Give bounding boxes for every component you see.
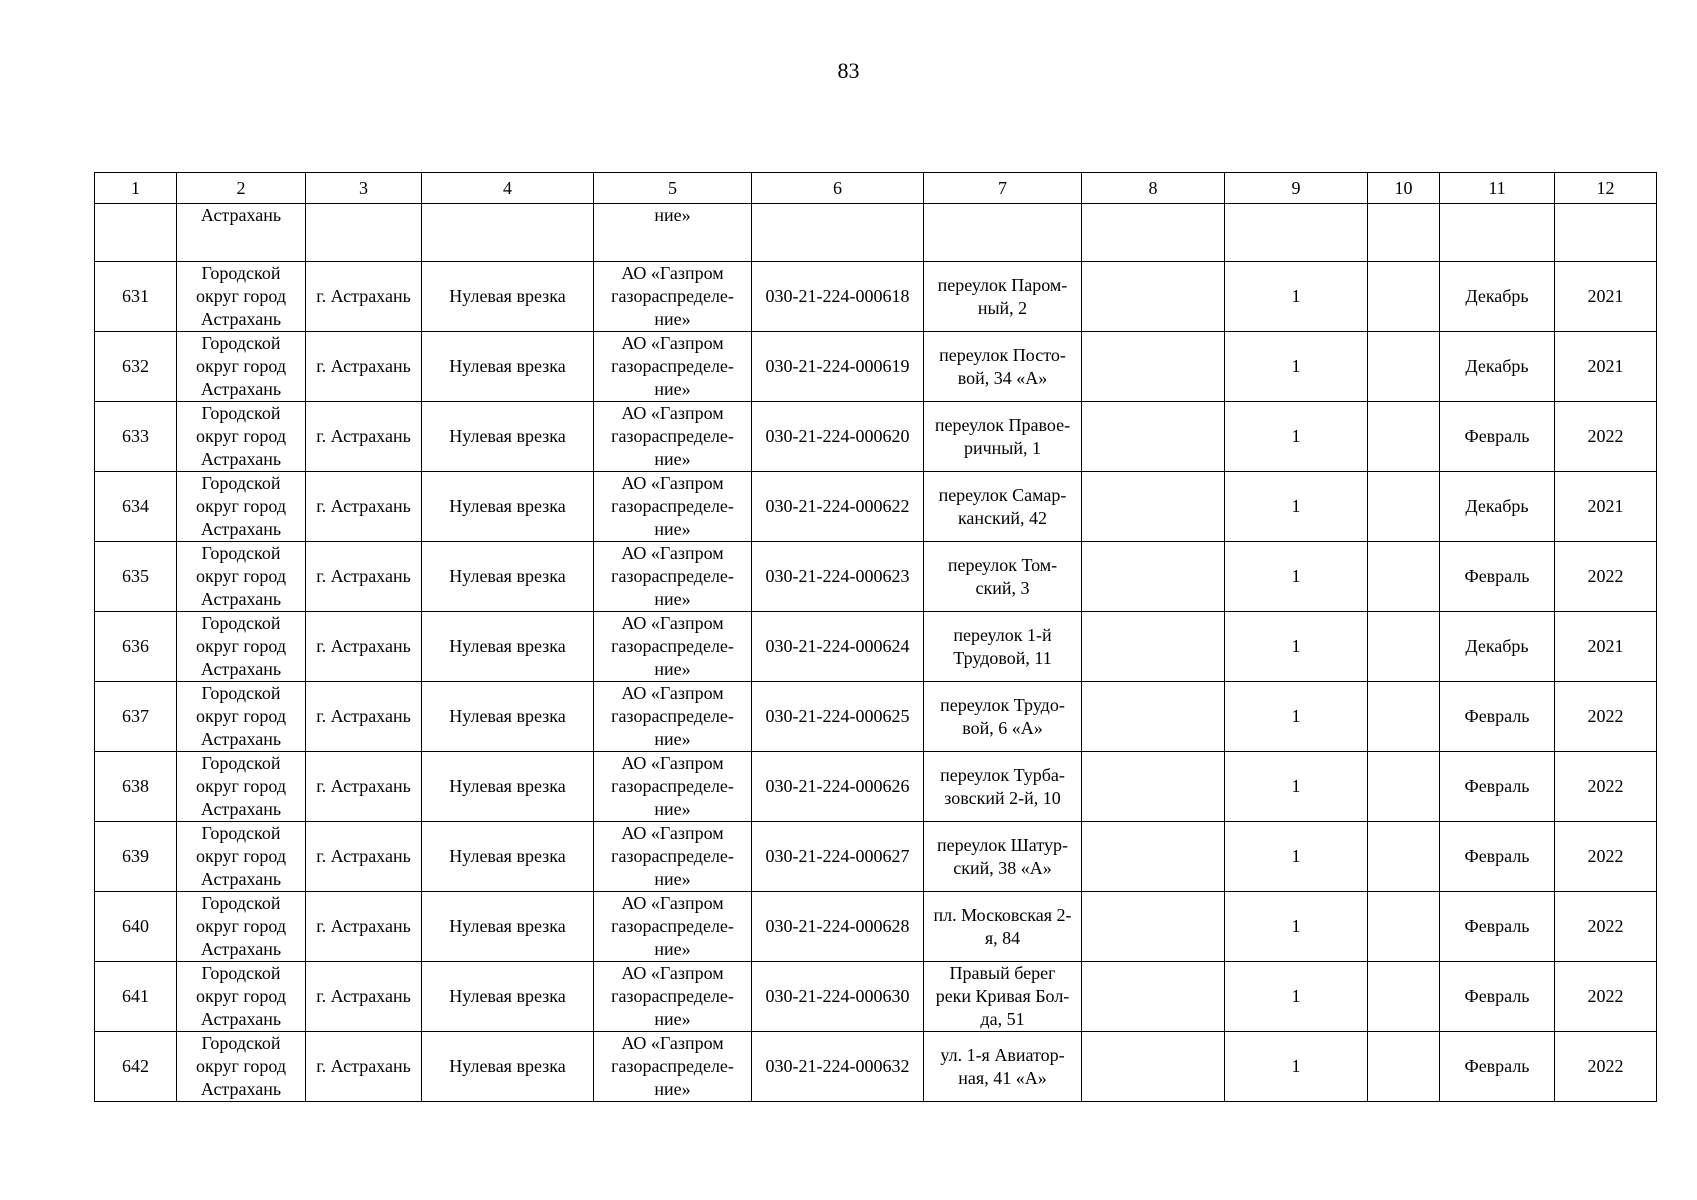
cell-address: переулок 1-й Трудовой, 11 (924, 612, 1082, 682)
cell-month: Февраль (1440, 822, 1555, 892)
cell-number: 635 (95, 542, 177, 612)
cell-column-10 (1368, 472, 1440, 542)
cell-organization: АО «Газпром газораспределе- ние» (594, 472, 752, 542)
cell-district: Городской округ город Астрахань (177, 1032, 306, 1102)
cell-organization: АО «Газпром газораспределе- ние» (594, 402, 752, 472)
cell-object-code: 030-21-224-000628 (752, 892, 924, 962)
cell-work-type: Нулевая врезка (422, 962, 594, 1032)
cell-year: 2022 (1555, 892, 1657, 962)
cell-month: Февраль (1440, 542, 1555, 612)
cell-work-type: Нулевая врезка (422, 472, 594, 542)
cell-district: Городской округ город Астрахань (177, 822, 306, 892)
cell-object-code: 030-21-224-000622 (752, 472, 924, 542)
cell-year: 2021 (1555, 262, 1657, 332)
data-table (94, 172, 1657, 1102)
cell-quantity: 1 (1225, 682, 1368, 752)
cell-column-8 (1082, 822, 1225, 892)
cell-year: 2022 (1555, 962, 1657, 1032)
column-header: 1 (95, 173, 177, 204)
cell-number: 631 (95, 262, 177, 332)
cell-object-code: 030-21-224-000627 (752, 822, 924, 892)
column-header: 6 (752, 173, 924, 204)
cell-column-10 (1368, 262, 1440, 332)
cell-organization: АО «Газпром газораспределе- ние» (594, 612, 752, 682)
cell-quantity: 1 (1225, 402, 1368, 472)
cell-column-10 (1368, 752, 1440, 822)
cell-column-10 (1368, 402, 1440, 472)
cell-object-code: 030-21-224-000619 (752, 332, 924, 402)
cell-work-type: Нулевая врезка (422, 682, 594, 752)
cell-work-type: Нулевая врезка (422, 752, 594, 822)
table-row (95, 262, 1657, 332)
column-header: 2 (177, 173, 306, 204)
cell-number: 640 (95, 892, 177, 962)
cell-column-8 (1082, 1032, 1225, 1102)
column-header: 7 (924, 173, 1082, 204)
cell-empty (752, 204, 924, 262)
table-row (95, 682, 1657, 752)
cell-address: Правый берег реки Кривая Бол- да, 51 (924, 962, 1082, 1032)
cell-column-10 (1368, 332, 1440, 402)
table-row (95, 892, 1657, 962)
column-header: 8 (1082, 173, 1225, 204)
column-header: 3 (306, 173, 422, 204)
cell-organization: АО «Газпром газораспределе- ние» (594, 752, 752, 822)
cell-month: Февраль (1440, 1032, 1555, 1102)
cell-quantity: 1 (1225, 822, 1368, 892)
cell-column-8 (1082, 892, 1225, 962)
cell-year: 2022 (1555, 1032, 1657, 1102)
cell-empty (1440, 204, 1555, 262)
cell-empty (422, 204, 594, 262)
cell-empty (924, 204, 1082, 262)
cell-district: Городской округ город Астрахань (177, 962, 306, 1032)
cell-quantity: 1 (1225, 612, 1368, 682)
cell-column-8 (1082, 472, 1225, 542)
cell-year: 2021 (1555, 332, 1657, 402)
cell-work-type: Нулевая врезка (422, 612, 594, 682)
column-header: 10 (1368, 173, 1440, 204)
cell-month: Февраль (1440, 752, 1555, 822)
cell-year: 2022 (1555, 822, 1657, 892)
table-row (95, 752, 1657, 822)
cell-month: Декабрь (1440, 332, 1555, 402)
table-header (95, 173, 1657, 204)
cell-district: Городской округ город Астрахань (177, 332, 306, 402)
cell-city: г. Астрахань (306, 262, 422, 332)
cell-district: Городской округ город Астрахань (177, 472, 306, 542)
column-header: 4 (422, 173, 594, 204)
cell-quantity: 1 (1225, 542, 1368, 612)
cell-number: 632 (95, 332, 177, 402)
cell-quantity: 1 (1225, 892, 1368, 962)
cell-month: Февраль (1440, 402, 1555, 472)
cell-organization: АО «Газпром газораспределе- ние» (594, 682, 752, 752)
cell-work-type: Нулевая врезка (422, 542, 594, 612)
cell-quantity: 1 (1225, 472, 1368, 542)
table-row (95, 962, 1657, 1032)
cell-month: Декабрь (1440, 472, 1555, 542)
cell-city: г. Астрахань (306, 472, 422, 542)
cell-quantity: 1 (1225, 752, 1368, 822)
table-row (95, 822, 1657, 892)
cell-object-code: 030-21-224-000632 (752, 1032, 924, 1102)
cell-organization: АО «Газпром газораспределе- ние» (594, 892, 752, 962)
cell-org-continued: ние» (594, 204, 752, 262)
cell-column-10 (1368, 1032, 1440, 1102)
table-row (95, 402, 1657, 472)
cell-column-8 (1082, 262, 1225, 332)
cell-city: г. Астрахань (306, 962, 422, 1032)
cell-district: Городской округ город Астрахань (177, 262, 306, 332)
cell-month: Февраль (1440, 682, 1555, 752)
cell-empty (1555, 204, 1657, 262)
cell-object-code: 030-21-224-000624 (752, 612, 924, 682)
cell-district: Городской округ город Астрахань (177, 892, 306, 962)
cell-month: Декабрь (1440, 262, 1555, 332)
cell-year: 2021 (1555, 612, 1657, 682)
cell-city: г. Астрахань (306, 822, 422, 892)
table-row (95, 332, 1657, 402)
cell-organization: АО «Газпром газораспределе- ние» (594, 822, 752, 892)
cell-empty (1082, 204, 1225, 262)
column-header: 5 (594, 173, 752, 204)
cell-address: переулок Правое- ричный, 1 (924, 402, 1082, 472)
cell-month: Февраль (1440, 962, 1555, 1032)
cell-column-8 (1082, 752, 1225, 822)
cell-address: переулок Посто- вой, 34 «А» (924, 332, 1082, 402)
cell-number: 637 (95, 682, 177, 752)
cell-address: переулок Турба- зовский 2-й, 10 (924, 752, 1082, 822)
cell-year: 2022 (1555, 542, 1657, 612)
column-header: 9 (1225, 173, 1368, 204)
cell-column-10 (1368, 612, 1440, 682)
cell-city: г. Астрахань (306, 752, 422, 822)
cell-column-10 (1368, 542, 1440, 612)
cell-city: г. Астрахань (306, 612, 422, 682)
column-number-row (95, 173, 1657, 204)
cell-object-code: 030-21-224-000625 (752, 682, 924, 752)
cell-city: г. Астрахань (306, 1032, 422, 1102)
cell-work-type: Нулевая врезка (422, 332, 594, 402)
cell-number: 633 (95, 402, 177, 472)
cell-district: Городской округ город Астрахань (177, 402, 306, 472)
cell-number: 634 (95, 472, 177, 542)
cell-object-code: 030-21-224-000618 (752, 262, 924, 332)
cell-quantity: 1 (1225, 332, 1368, 402)
cell-city: г. Астрахань (306, 682, 422, 752)
cell-year: 2022 (1555, 682, 1657, 752)
cell-city: г. Астрахань (306, 332, 422, 402)
cell-column-8 (1082, 962, 1225, 1032)
cell-column-10 (1368, 892, 1440, 962)
cell-organization: АО «Газпром газораспределе- ние» (594, 962, 752, 1032)
cell-district: Городской округ город Астрахань (177, 752, 306, 822)
cell-quantity: 1 (1225, 1032, 1368, 1102)
cell-column-8 (1082, 542, 1225, 612)
cell-empty (95, 204, 177, 262)
table-row (95, 472, 1657, 542)
cell-work-type: Нулевая врезка (422, 892, 594, 962)
cell-number: 642 (95, 1032, 177, 1102)
cell-city: г. Астрахань (306, 542, 422, 612)
column-header: 12 (1555, 173, 1657, 204)
cell-district: Городской округ город Астрахань (177, 612, 306, 682)
cell-organization: АО «Газпром газораспределе- ние» (594, 332, 752, 402)
continuation-row (95, 204, 1657, 262)
cell-object-code: 030-21-224-000630 (752, 962, 924, 1032)
cell-address: ул. 1-я Авиатор- ная, 41 «А» (924, 1032, 1082, 1102)
cell-address: переулок Том- ский, 3 (924, 542, 1082, 612)
cell-organization: АО «Газпром газораспределе- ние» (594, 542, 752, 612)
cell-district: Городской округ город Астрахань (177, 682, 306, 752)
cell-object-code: 030-21-224-000620 (752, 402, 924, 472)
cell-column-8 (1082, 612, 1225, 682)
table-row (95, 612, 1657, 682)
cell-empty (1225, 204, 1368, 262)
cell-work-type: Нулевая врезка (422, 822, 594, 892)
cell-number: 638 (95, 752, 177, 822)
cell-empty (306, 204, 422, 262)
cell-organization: АО «Газпром газораспределе- ние» (594, 262, 752, 332)
cell-month: Декабрь (1440, 612, 1555, 682)
cell-address: переулок Шатур- ский, 38 «А» (924, 822, 1082, 892)
cell-organization: АО «Газпром газораспределе- ние» (594, 1032, 752, 1102)
cell-column-10 (1368, 822, 1440, 892)
cell-city: г. Астрахань (306, 402, 422, 472)
cell-column-8 (1082, 682, 1225, 752)
cell-address: пл. Московская 2- я, 84 (924, 892, 1082, 962)
table-row (95, 1032, 1657, 1102)
cell-quantity: 1 (1225, 262, 1368, 332)
cell-work-type: Нулевая врезка (422, 1032, 594, 1102)
cell-district: Городской округ город Астрахань (177, 542, 306, 612)
cell-object-code: 030-21-224-000626 (752, 752, 924, 822)
cell-address: переулок Трудо- вой, 6 «А» (924, 682, 1082, 752)
cell-column-8 (1082, 402, 1225, 472)
cell-year: 2022 (1555, 752, 1657, 822)
page-number: 83 (837, 58, 860, 83)
cell-month: Февраль (1440, 892, 1555, 962)
cell-column-10 (1368, 682, 1440, 752)
cell-district-continued: Астрахань (177, 204, 306, 262)
cell-address: переулок Самар- канский, 42 (924, 472, 1082, 542)
cell-number: 641 (95, 962, 177, 1032)
cell-quantity: 1 (1225, 962, 1368, 1032)
cell-city: г. Астрахань (306, 892, 422, 962)
cell-empty (1368, 204, 1440, 262)
column-header: 11 (1440, 173, 1555, 204)
table-row (95, 542, 1657, 612)
cell-year: 2022 (1555, 402, 1657, 472)
cell-number: 639 (95, 822, 177, 892)
cell-year: 2021 (1555, 472, 1657, 542)
cell-column-8 (1082, 332, 1225, 402)
cell-work-type: Нулевая врезка (422, 262, 594, 332)
cell-column-10 (1368, 962, 1440, 1032)
table-body (95, 204, 1657, 1102)
cell-work-type: Нулевая врезка (422, 402, 594, 472)
cell-object-code: 030-21-224-000623 (752, 542, 924, 612)
cell-address: переулок Паром- ный, 2 (924, 262, 1082, 332)
cell-number: 636 (95, 612, 177, 682)
